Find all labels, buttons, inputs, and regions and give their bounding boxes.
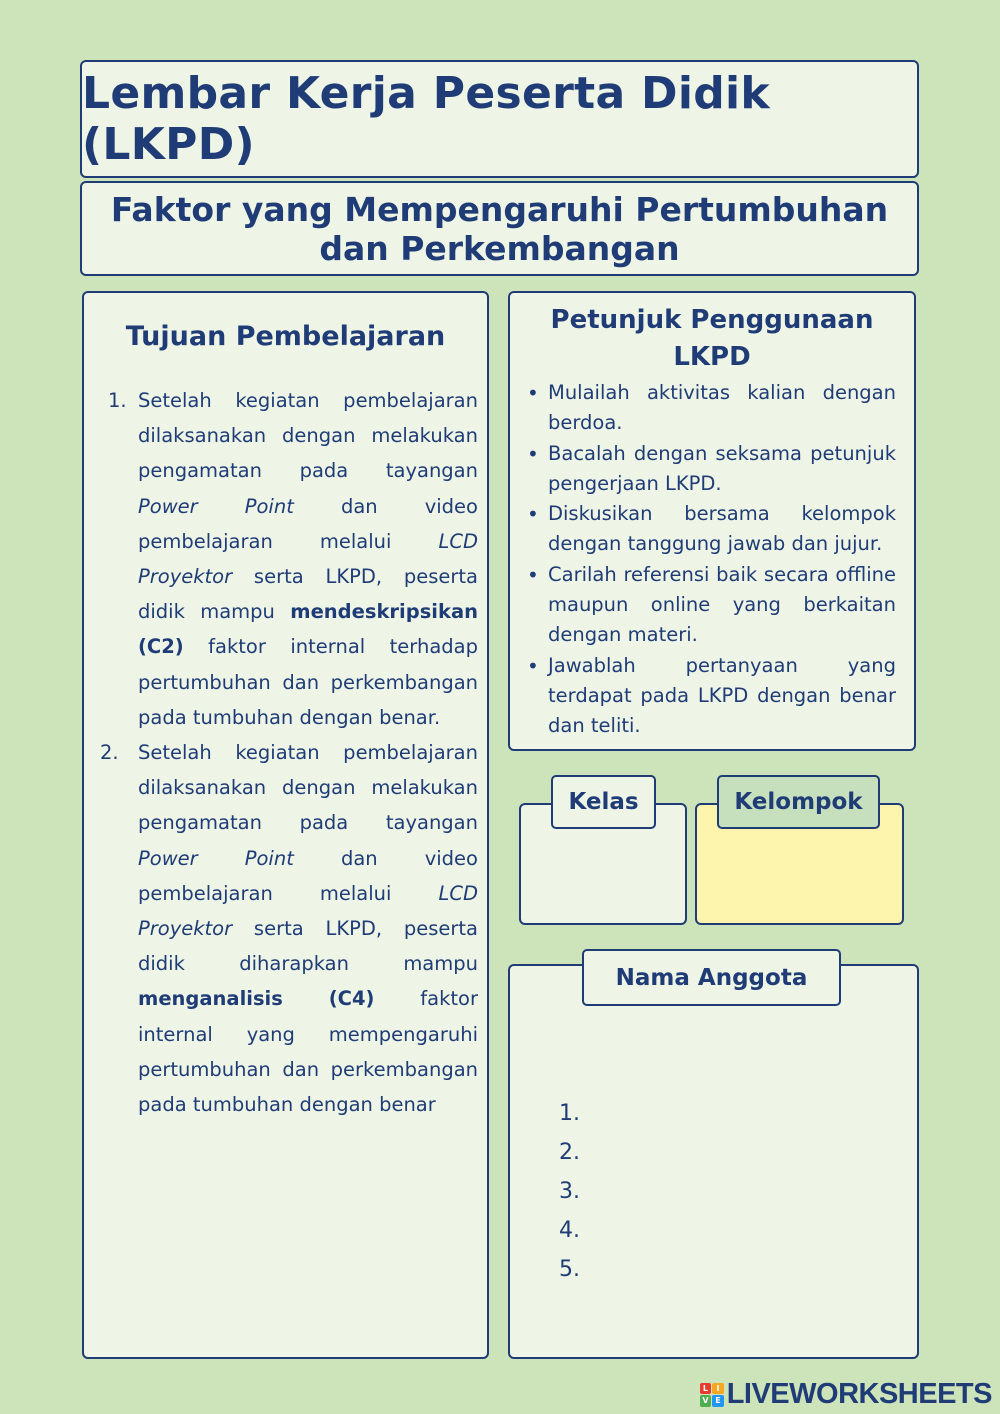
petunjuk-item-3: • Diskusikan bersama kelompok dengan tanggung jawab dan jujur. <box>548 499 896 560</box>
tujuan-text: dan video pembelajaran melalui <box>138 846 478 905</box>
logo-letter: I <box>712 1383 724 1395</box>
page-subtitle <box>111 190 888 268</box>
logo-letter: E <box>712 1395 724 1407</box>
tujuan-text: serta LKPD, peserta didik mampu <box>138 565 478 624</box>
title-box <box>80 60 919 178</box>
petunjuk-item-2: • Bacalah dengan seksama petunjuk pengerjaan LKPD. <box>548 439 896 500</box>
tujuan-text: dan video pembelajaran melalui <box>138 494 478 553</box>
nama-anggota-number-4: 4. <box>559 1218 580 1243</box>
petunjuk-heading-line-2: LKPD <box>673 342 751 372</box>
subtitle-line-1: Faktor yang Mempengaruhi Pertumbuhan <box>110 189 889 229</box>
tujuan-heading: Tujuan Pembelajaran <box>125 321 446 352</box>
tujuan-bold: (C2) <box>138 635 184 659</box>
logo-letter: L <box>700 1383 712 1395</box>
tujuan-text: serta LKPD, peserta didik diharapkan mampu <box>138 917 478 976</box>
tujuan-item-2 <box>100 735 479 1122</box>
nama-anggota-number-3: 3. <box>559 1179 580 1204</box>
tujuan-italic: Power Point <box>138 494 294 518</box>
petunjuk-panel <box>508 291 916 751</box>
tujuan-text: faktor internal yang mempengaruhi pertumbuhan dan perkembangan pada tumbuhan dengan benar <box>138 987 479 1117</box>
tujuan-bold: menganalisis <box>138 987 283 1011</box>
liveworksheets-watermark <box>700 1378 992 1411</box>
nama-anggota-number-2: 2. <box>559 1140 580 1165</box>
liveworksheets-text: LIVEWORKSHEETS <box>726 1378 992 1410</box>
tujuan-list <box>100 383 479 1122</box>
tujuan-item-number: 2. <box>100 741 119 765</box>
tujuan-italic: Power Point <box>138 846 294 870</box>
tujuan-panel <box>82 291 489 1359</box>
nama-anggota-list <box>555 1094 580 1289</box>
tujuan-bold: mendeskripsikan <box>290 600 478 624</box>
petunjuk-list <box>510 378 914 742</box>
nama-anggota-panel <box>508 964 919 1359</box>
petunjuk-heading <box>510 302 914 376</box>
tujuan-italic: LCD Proyektor <box>138 881 478 941</box>
tujuan-text: faktor internal terhadap pertumbuhan dan perkembangan pada tumbuhan dengan benar. <box>138 635 478 729</box>
tujuan-text: Setelah kegiatan pembelajaran dilaksanakan dengan melakukan pengamatan pada tayangan <box>138 389 478 483</box>
tujuan-text <box>283 987 329 1010</box>
kelompok-label: Kelompok <box>717 775 880 829</box>
nama-anggota-label: Nama Anggota <box>582 949 841 1006</box>
tujuan-item-1 <box>108 383 478 735</box>
nama-anggota-number-1: 1. <box>559 1101 580 1126</box>
petunjuk-item-5: • Jawablah pertanyaan yang terdapat pada LKPD dengan benar dan teliti. <box>548 651 896 742</box>
petunjuk-item-4: • Carilah referensi baik secara offline maupun online yang berkaitan dengan materi. <box>548 560 896 651</box>
tujuan-text: Setelah kegiatan pembelajaran dilaksanakan dengan melakukan pengamatan pada tayangan <box>138 741 478 835</box>
subtitle-line-2: dan Perkembangan <box>319 228 680 268</box>
logo-letter: V <box>700 1395 712 1407</box>
petunjuk-item-1: • Mulailah aktivitas kalian dengan berdoa. <box>548 378 896 439</box>
liveworksheets-logo-icon <box>700 1383 724 1407</box>
kelas-label: Kelas <box>551 775 656 829</box>
page-title: Lembar Kerja Peserta Didik (LKPD) <box>82 68 770 170</box>
petunjuk-heading-line-1: Petunjuk Penggunaan <box>550 305 874 335</box>
nama-anggota-number-5: 5. <box>559 1257 580 1282</box>
subtitle-box <box>80 181 919 276</box>
tujuan-bold: (C4) <box>328 987 375 1011</box>
tujuan-italic: LCD Proyektor <box>138 529 478 589</box>
tujuan-item-number: 1. <box>108 389 127 412</box>
